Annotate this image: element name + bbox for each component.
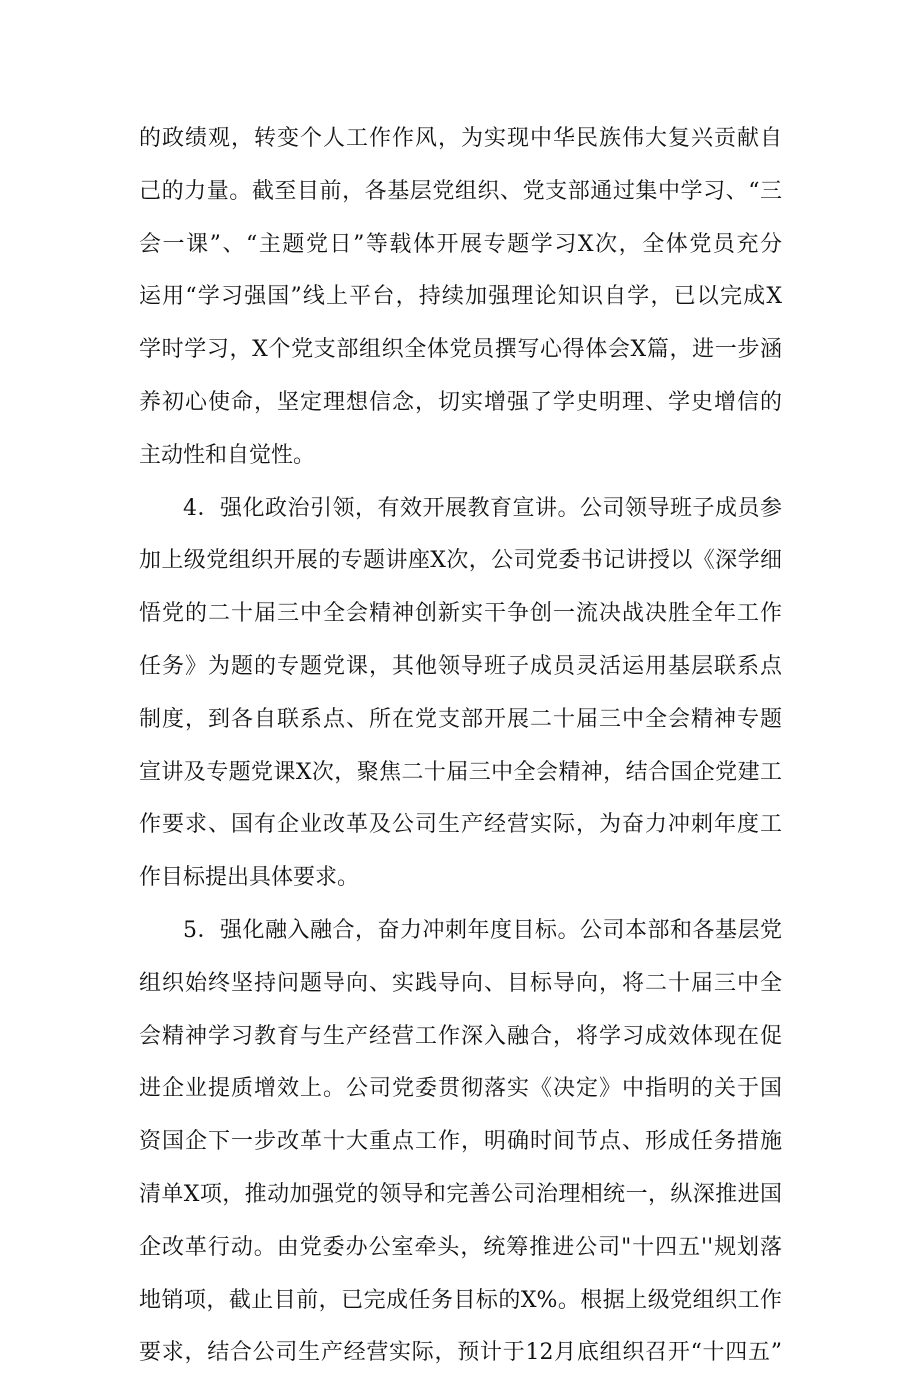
- text-line: 宣讲及专题党课X次，聚焦二十届三中全会精神，结合国企党建工: [139, 759, 782, 785]
- text-line: 组织始终坚持问题导向、实践导向、目标导向，将二十届三中全: [139, 970, 782, 996]
- text-line: 进企业提质增效上。公司党委贯彻落实《决定》中指明的关于国: [139, 1076, 782, 1102]
- text-line: 资国企下一步改革十大重点工作，明确时间节点、形成任务措施: [139, 1129, 782, 1155]
- text-line: 4．强化政治引领，有效开展教育宣讲。公司领导班子成员参: [183, 495, 782, 521]
- document-body: [139, 113, 782, 1380]
- text-line: 5．强化融入融合，奋力冲刺年度目标。公司本部和各基层党: [183, 917, 782, 943]
- text-line: 作要求、国有企业改革及公司生产经营实际，为奋力冲刺年度工: [139, 812, 782, 838]
- text-line: 运用“学习强国”线上平台，持续加强理论知识自学，已以完成X: [139, 284, 782, 310]
- text-line: 会精神学习教育与生产经营工作深入融合，将学习成效体现在促: [139, 1023, 782, 1049]
- text-line: 制度，到各自联系点、所在党支部开展二十届三中全会精神专题: [139, 706, 782, 732]
- text-line: 要求，结合公司生产经营实际，预计于12月底组织召开“十四五”: [139, 1340, 782, 1366]
- paragraph-item-4: [139, 483, 782, 905]
- text-line: 加上级党组织开展的专题讲座X次，公司党委书记讲授以《深学细: [139, 548, 782, 574]
- text-line: 养初心使命，坚定理想信念，切实增强了学史明理、学史增信的: [139, 389, 782, 415]
- text-line: 学时学习，X个党支部组织全体党员撰写心得体会X篇，进一步涵: [139, 337, 782, 363]
- text-line: 己的力量。截至目前，各基层党组织、党支部通过集中学习、“三: [139, 178, 782, 204]
- text-line: 会一课”、“主题党日”等载体开展专题学习X次，全体党员充分: [139, 231, 782, 257]
- text-line: 的政绩观，转变个人工作作风，为实现中华民族伟大复兴贡献自: [139, 126, 782, 151]
- text-line: 地销项，截止目前，已完成任务目标的X%。根据上级党组织工作: [139, 1287, 782, 1313]
- text-line: 悟党的二十届三中全会精神创新实干争创一流决战决胜全年工作: [139, 601, 782, 627]
- text-line: 作目标提出具体要求。: [139, 865, 360, 891]
- text-line: 企改革行动。由党委办公室牵头，统筹推进公司"十四五''规划落: [139, 1234, 782, 1260]
- paragraph-continued: [139, 113, 782, 483]
- text-line: 主动性和自觉性。: [139, 442, 316, 468]
- text-line: 清单X项，推动加强党的领导和完善公司治理相统一，纵深推进国: [139, 1181, 782, 1207]
- paragraph-item-5: [139, 905, 782, 1380]
- text-line: 任务》为题的专题党课，其他领导班子成员灵活运用基层联系点: [139, 653, 782, 679]
